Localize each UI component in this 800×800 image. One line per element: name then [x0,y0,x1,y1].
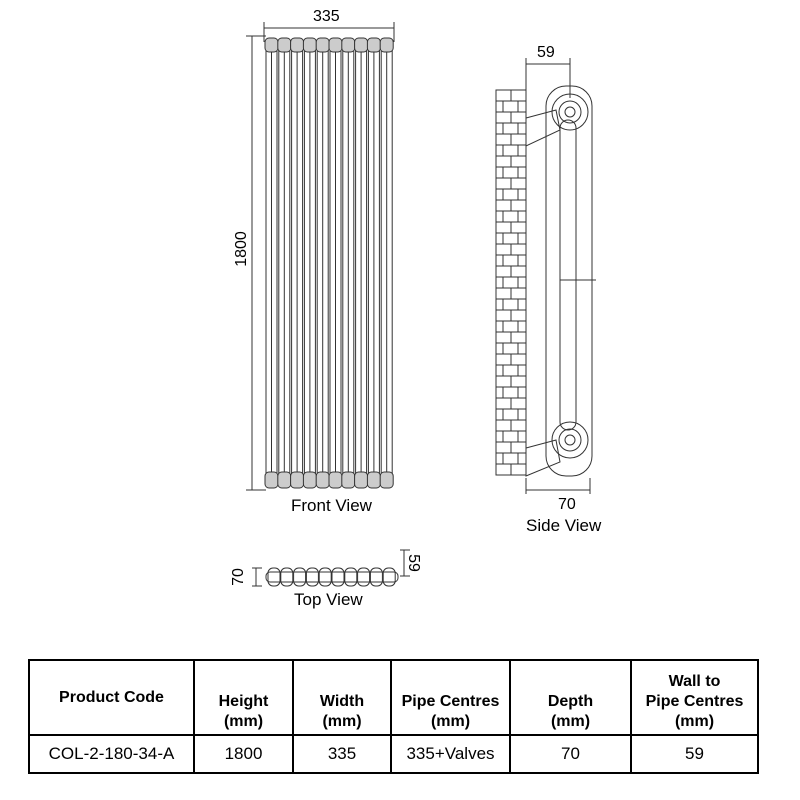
column-cap-top [278,38,291,52]
header-line: Pipe Centres [645,693,744,710]
top-view-columns [266,568,398,586]
cell-product-code: COL-2-180-34-A [29,735,194,773]
header-depth [510,660,631,735]
column-cap-bottom [329,472,342,488]
header-line: (mm) [322,713,362,730]
column-cap-bottom [291,472,304,488]
column-cap-bottom [342,472,355,488]
header-width [293,660,391,735]
column-cap-bottom [278,472,291,488]
header-line: (mm) [674,713,715,730]
brick-pattern [496,90,526,475]
column-cap-top [303,38,316,52]
bottom-pipe-outer [552,422,588,458]
bottom-bracket [526,440,560,476]
top-column [268,568,280,586]
column-cap-top [380,38,393,52]
column-cap-top [265,38,278,52]
header-line: (mm) [430,713,471,730]
cell-height: 1800 [194,735,293,773]
column-cap-top [316,38,329,52]
header-line: (mm) [223,713,264,730]
column-cap-top [291,38,304,52]
front-view [246,22,394,490]
top-view [252,550,410,586]
side-depth-label: 70 [558,496,576,513]
top-pipe-outer [552,94,588,130]
front-width-label: 335 [313,8,340,25]
header-wall-to-pipe-centres [631,660,758,735]
cell-pipe-centres: 335+Valves [391,735,510,773]
top-column [358,568,370,586]
top-pipe-mid [559,101,581,123]
specification-table [28,659,759,774]
front-height-label: 1800 [232,231,250,267]
side-view-label: Side View [526,516,602,535]
cell-depth: 70 [510,735,631,773]
header-line: Height [218,693,269,710]
cell-wall-to-pipe-centres: 59 [631,735,758,773]
top-column [294,568,306,586]
column-cap-bottom [380,472,393,488]
header-height [194,660,293,735]
side-view [496,58,596,494]
header-line: Width [319,693,365,710]
column-cap-bottom [265,472,278,488]
column-cap-top [367,38,380,52]
top-column [370,568,382,586]
top-view-label: Top View [294,590,363,609]
top-column [281,568,293,586]
header-line: Wall to [668,673,721,690]
radiator-side-body [546,86,592,476]
radiator-side-channel [560,120,576,430]
column-cap-bottom [355,472,368,488]
front-view-label: Front View [291,496,372,515]
top-column [332,568,344,586]
header-line: (mm) [550,713,591,730]
radiator-columns [265,38,393,488]
top-bracket [526,110,560,146]
table-row [29,735,758,773]
top-column [319,568,331,586]
column-cap-top [355,38,368,52]
header-line: Pipe Centres [401,693,500,710]
top-column [306,568,318,586]
side-pipe-label: 59 [537,44,555,61]
wall [496,90,526,475]
top-pipe-inner [565,107,575,117]
cell-width: 335 [293,735,391,773]
top-column [345,568,357,586]
header-line: Product Code [59,688,164,706]
top-column [383,568,395,586]
top-depth-label: 70 [229,568,247,586]
bottom-pipe-inner [565,435,575,445]
column-cap-top [342,38,355,52]
column-cap-bottom [303,472,316,488]
header-product-code [29,660,194,735]
column-cap-top [329,38,342,52]
header-line: Depth [547,693,594,710]
column-cap-bottom [367,472,380,488]
header-pipe-centres [391,660,510,735]
table-header-row [29,660,758,735]
column-cap-bottom [316,472,329,488]
bottom-pipe-mid [559,429,581,451]
top-pipe-label: 59 [404,554,422,572]
